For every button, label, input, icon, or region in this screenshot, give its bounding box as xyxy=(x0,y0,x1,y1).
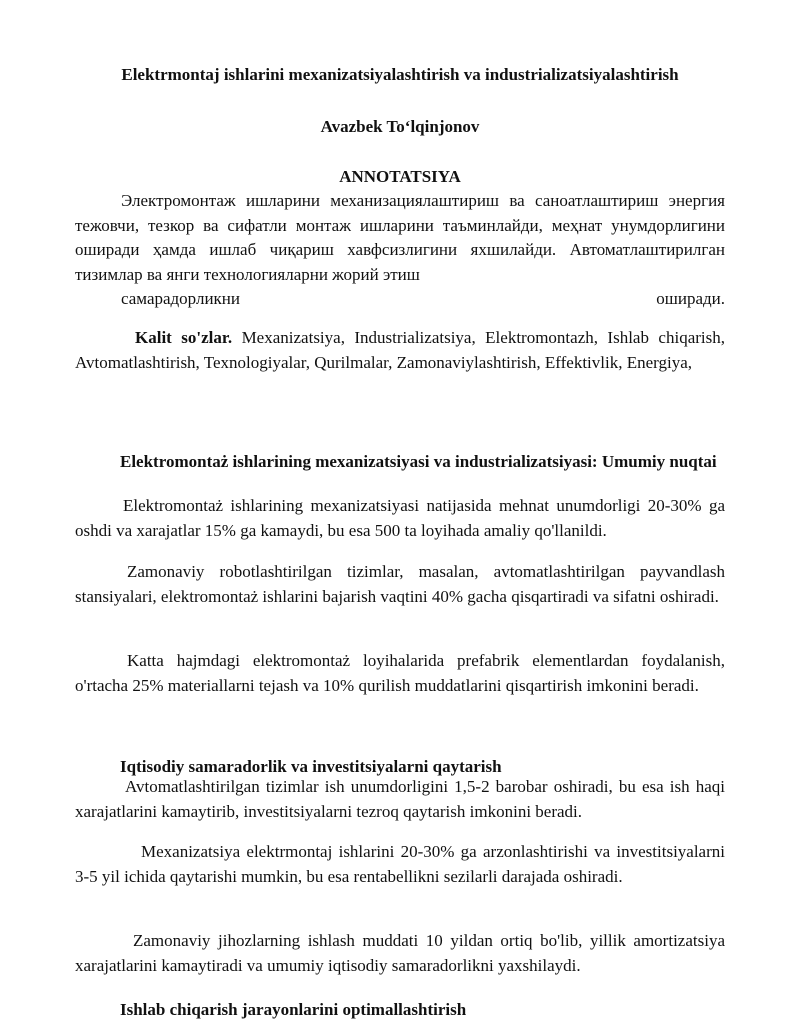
section2-paragraph-2: Mexanizatsiya elektrmontaj ishlarini 20-30% ga arzonlashtirishi va investitsiyalarni 3-5 yil ichida qaytarishi mumkin, bu esa rentabellikni sezilarli darajada oshiradi. xyxy=(75,842,725,886)
section1-paragraph-2: Zamonaviy robotlashtirilgan tizimlar, masalan, avtomatlashtirilgan payvandlash stansiyalari, elektromontaż ishlarini bajarish vaqtini 40% gacha qisqartiradi va sifatni oshiradi. xyxy=(75,562,725,606)
section-heading-economics: Iqtisodiy samaradorlik va investitsiyalarni qaytarish xyxy=(120,757,502,776)
annotation-last-line xyxy=(75,287,725,312)
document-title: Elektrmontaj ishlarini mexanizatsiyalashtirish va industrializatsiyalashtirish xyxy=(121,65,679,84)
annotation-paragraph xyxy=(75,189,725,312)
keywords-paragraph xyxy=(75,326,725,375)
annotation-last-word-right: оширади. xyxy=(656,289,725,308)
section1-paragraph-3: Katta hajmdagi elektromontaż loyihalarida prefabrik elementlardan foydalanish, o'rtacha 25% materiallarni tejash va 10% qurilish muddatlarini qisqartirish imkonini beradi. xyxy=(75,651,725,695)
section2-paragraph-1: Avtomatlashtirilgan tizimlar ish unumdorligini 1,5-2 barobar oshiradi, bu esa ish haqi xarajatlarini kamaytirib, investitsiyalarni tezroq qaytarish imkonini beradi. xyxy=(75,777,725,821)
section-heading-optimization: Ishlab chiqarish jarayonlarini optimallashtirish xyxy=(120,1000,467,1019)
annotation-heading: ANNOTATSIYA xyxy=(339,167,461,186)
keywords-text: Mexanizatsiya, Industrializatsiya, Elektromontazh, Ishlab chiqarish, Avtomatlashtirish, Texnologiyalar, Qurilmalar, Zamonaviylashtirish, Effektivlik, Energiya, xyxy=(75,328,725,372)
author-name: Avazbek To‘lqinjonov xyxy=(320,117,480,136)
annotation-text: Электромонтаж ишларини механизациялаштириш ва саноатлаштириш энергия тежовчи, тезкор ва сифатли монтаж ишларини таъминлайди, меҳнат унумдорлигини оширади ҳамда ишлаб чиқариш хавфсизлигини яхшилайди. Автоматлаштирилган тизимлар ва янги технологияларни жорий этиш xyxy=(75,191,725,284)
section1-paragraph-1: Elektromontaż ishlarining mexanizatsiyasi natijasida mehnat unumdorligi 20-30% ga oshdi va xarajatlar 15% ga kamaydi, bu esa 500 ta loyihada amaliy qo'llanildi. xyxy=(75,496,725,540)
keywords-label: Kalit so'zlar. xyxy=(135,328,233,347)
section2-paragraph-3: Zamonaviy jihozlarning ishlash muddati 10 yildan ortiq bo'lib, yillik amortizatsiya xarajatlarini kamaytiradi va umumiy iqtisodiy samaradorlikni yaxshilaydi. xyxy=(75,931,725,975)
annotation-last-word-left: самарадорликни xyxy=(121,289,240,308)
section-heading-overview: Elektromontaż ishlarining mexanizatsiyasi va industrializatsiyasi: Umumiy nuqtai xyxy=(120,452,717,471)
